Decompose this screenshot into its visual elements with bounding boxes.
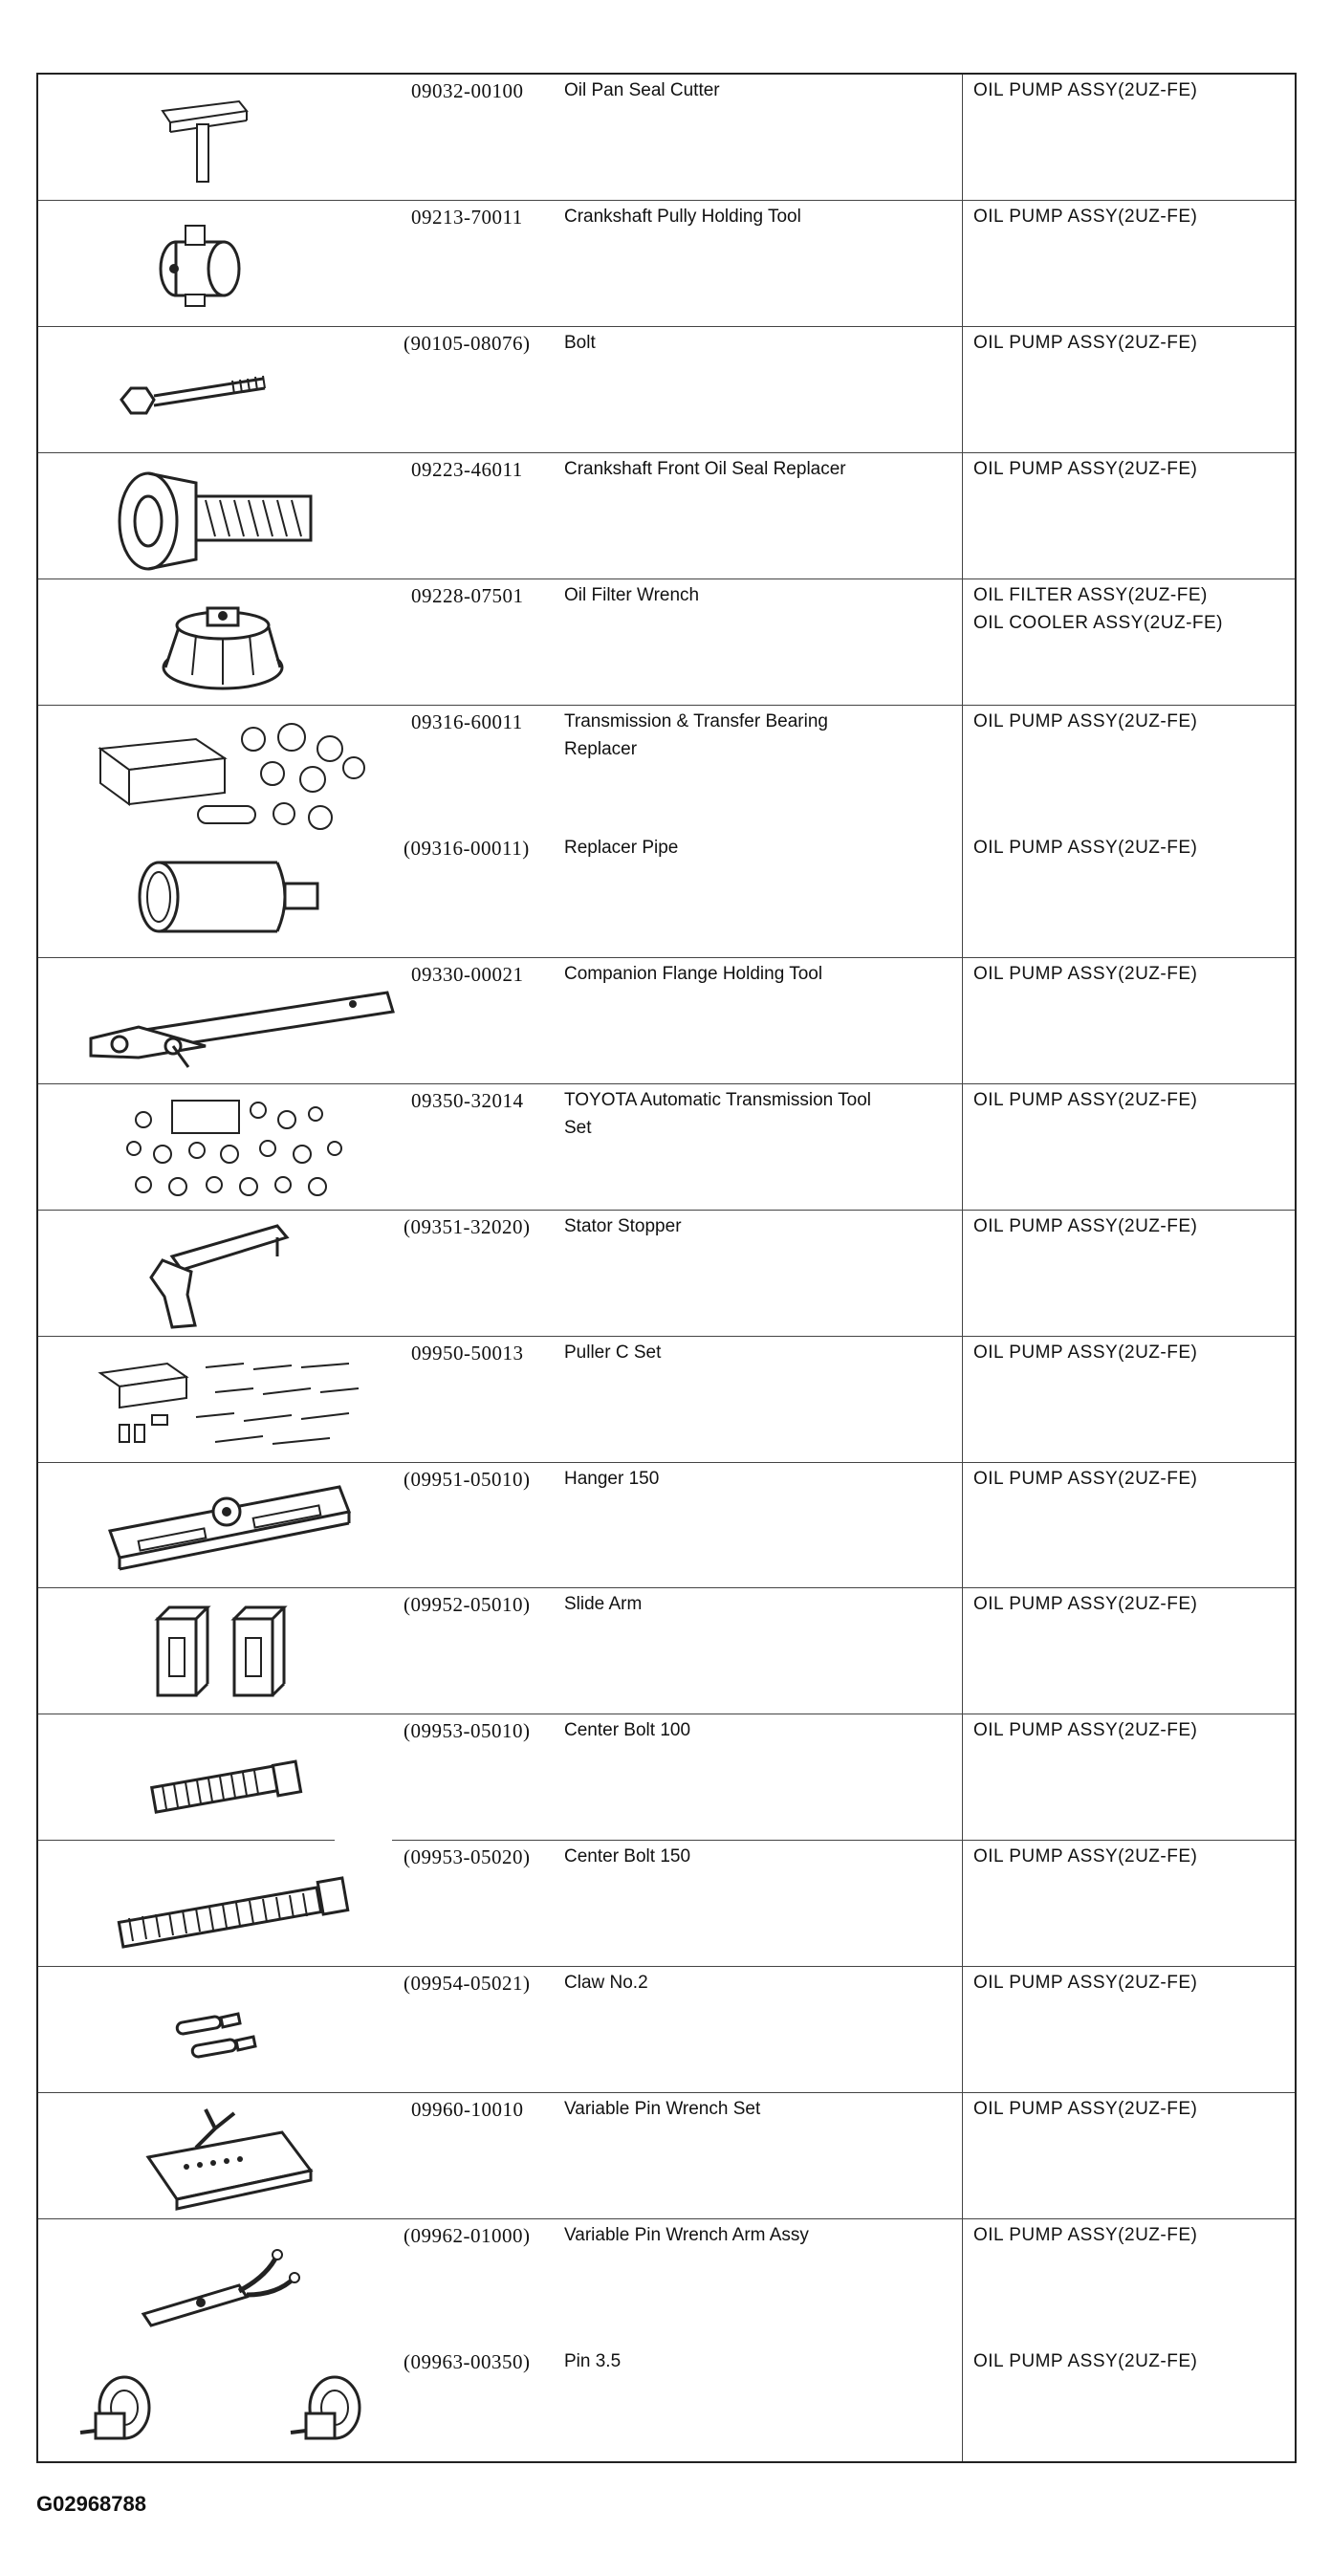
applies-to: OIL PUMP ASSY(2UZ-FE)	[973, 1594, 1198, 1614]
applies-to: OIL PUMP ASSY(2UZ-FE)	[973, 2351, 1198, 2371]
tool-number: (09954-05021)	[404, 1972, 531, 1995]
puller-set-icon	[91, 1344, 368, 1459]
bolt-icon	[120, 361, 301, 428]
tool-number: (09952-05010)	[404, 1593, 531, 1616]
tool-name: Pin 3.5	[564, 2351, 622, 2371]
applies-to: OIL PUMP ASSY(2UZ-FE)	[973, 1090, 1198, 1110]
tool-number: 09316-60011	[411, 710, 523, 733]
tool-name: Transmission & Transfer Bearing Replacer	[564, 711, 828, 759]
row-divider	[38, 1966, 1295, 1967]
tool-number: 09223-46011	[411, 458, 523, 481]
row-divider	[38, 200, 1295, 201]
pin-wrench-set-icon	[139, 2100, 330, 2215]
pulley-holder-icon	[153, 216, 258, 312]
tool-name: Stator Stopper	[564, 1216, 682, 1236]
tool-name: Variable Pin Wrench Set	[564, 2099, 761, 2119]
flange-holder-icon	[81, 979, 406, 1075]
tool-number: 09950-50013	[411, 1342, 524, 1364]
tool-name: Crankshaft Pully Holding Tool	[564, 207, 801, 227]
tool-name: Variable Pin Wrench Arm Assy	[564, 2225, 809, 2245]
row-divider	[38, 2092, 1295, 2093]
applies-to: OIL PUMP ASSY(2UZ-FE)	[973, 838, 1198, 858]
tool-name: Claw No.2	[564, 1973, 648, 1993]
applies-to: OIL PUMP ASSY(2UZ-FE)	[973, 1973, 1198, 1993]
tool-number: 09960-10010	[411, 2098, 524, 2121]
tool-number: 09032-00100	[411, 79, 524, 102]
row-divider	[38, 1336, 1295, 1337]
tool-number: (09951-05010)	[404, 1468, 531, 1491]
stator-stopper-icon	[134, 1218, 306, 1333]
applies-to: OIL FILTER ASSY(2UZ-FE)	[973, 585, 1208, 605]
row-divider	[38, 1210, 1295, 1211]
applies-to: OIL PUMP ASSY(2UZ-FE)	[973, 459, 1198, 479]
row-divider	[38, 1083, 1295, 1084]
applies-to: OIL PUMP ASSY(2UZ-FE)	[973, 2099, 1198, 2119]
row-divider	[38, 2218, 1295, 2219]
tool-number: (09351-32020)	[404, 1215, 531, 1238]
tool-number: 09213-70011	[411, 206, 523, 229]
tool-number: (09953-05010)	[404, 1719, 531, 1742]
pin-icon	[67, 2360, 392, 2456]
applies-to: OIL PUMP ASSY(2UZ-FE)	[973, 1343, 1198, 1363]
tool-name: Puller C Set	[564, 1343, 662, 1363]
tool-name: Oil Filter Wrench	[564, 585, 700, 605]
center-bolt-long-icon	[100, 1861, 368, 1956]
tool-set-icon	[115, 1091, 354, 1206]
figure-code: G02968788	[36, 2492, 146, 2516]
filter-wrench-icon	[158, 599, 292, 694]
pin-wrench-arm-icon	[134, 2228, 325, 2343]
tool-name: Center Bolt 150	[564, 1846, 691, 1867]
row-divider	[38, 452, 1295, 453]
tool-number: 09330-00021	[411, 963, 524, 986]
applies-to: OIL PUMP ASSY(2UZ-FE)	[973, 333, 1198, 353]
tool-number: 09350-32014	[411, 1089, 524, 1112]
hanger-icon	[100, 1474, 359, 1579]
row-divider	[38, 957, 1295, 958]
applies-to: OIL PUMP ASSY(2UZ-FE)	[973, 80, 1198, 100]
tool-name: Crankshaft Front Oil Seal Replacer	[564, 459, 846, 479]
center-bolt-short-icon	[134, 1750, 325, 1826]
applies-to: OIL PUMP ASSY(2UZ-FE)	[973, 1216, 1198, 1236]
tool-number: (09963-00350)	[404, 2350, 531, 2373]
bearing-replacer-kit-icon	[91, 720, 368, 844]
tool-number: (09962-01000)	[404, 2224, 531, 2247]
tool-name: Companion Flange Holding Tool	[564, 964, 823, 984]
tool-name: Slide Arm	[564, 1594, 643, 1614]
applies-to: OIL PUMP ASSY(2UZ-FE)	[973, 964, 1198, 984]
applies-to: OIL PUMP ASSY(2UZ-FE)	[973, 1846, 1198, 1867]
seal-replacer-icon	[110, 462, 330, 577]
tool-name: Replacer Pipe	[564, 838, 679, 858]
applies-to: OIL PUMP ASSY(2UZ-FE)	[973, 711, 1198, 731]
applies-to: OIL PUMP ASSY(2UZ-FE)	[973, 2225, 1198, 2245]
tool-name: TOYOTA Automatic Transmission Tool Set	[564, 1090, 872, 1138]
tool-name: Hanger 150	[564, 1469, 660, 1489]
applies-to-secondary: OIL COOLER ASSY(2UZ-FE)	[973, 613, 1224, 633]
tool-number: (90105-08076)	[404, 332, 531, 355]
tool-number: (09953-05020)	[404, 1845, 531, 1868]
applies-to: OIL PUMP ASSY(2UZ-FE)	[973, 1469, 1198, 1489]
tool-number: 09228-07501	[411, 584, 524, 607]
slide-arm-icon	[139, 1600, 311, 1705]
row-divider	[392, 1840, 1295, 1841]
tool-name: Bolt	[564, 333, 596, 353]
row-divider	[38, 705, 1295, 706]
tool-table	[36, 73, 1297, 2463]
applies-to: OIL PUMP ASSY(2UZ-FE)	[973, 1720, 1198, 1740]
claw-icon	[167, 2006, 273, 2073]
column-divider	[962, 75, 963, 2461]
row-divider	[38, 326, 1295, 327]
tool-name: Center Bolt 100	[564, 1720, 691, 1740]
row-divider	[38, 1840, 335, 1841]
row-divider	[38, 1462, 1295, 1463]
row-divider	[38, 1587, 1295, 1588]
applies-to: OIL PUMP ASSY(2UZ-FE)	[973, 207, 1198, 227]
tool-name: Oil Pan Seal Cutter	[564, 80, 720, 100]
replacer-pipe-icon	[124, 847, 335, 943]
seal-cutter-icon	[153, 90, 258, 186]
tool-number: (09316-00011)	[404, 837, 530, 860]
